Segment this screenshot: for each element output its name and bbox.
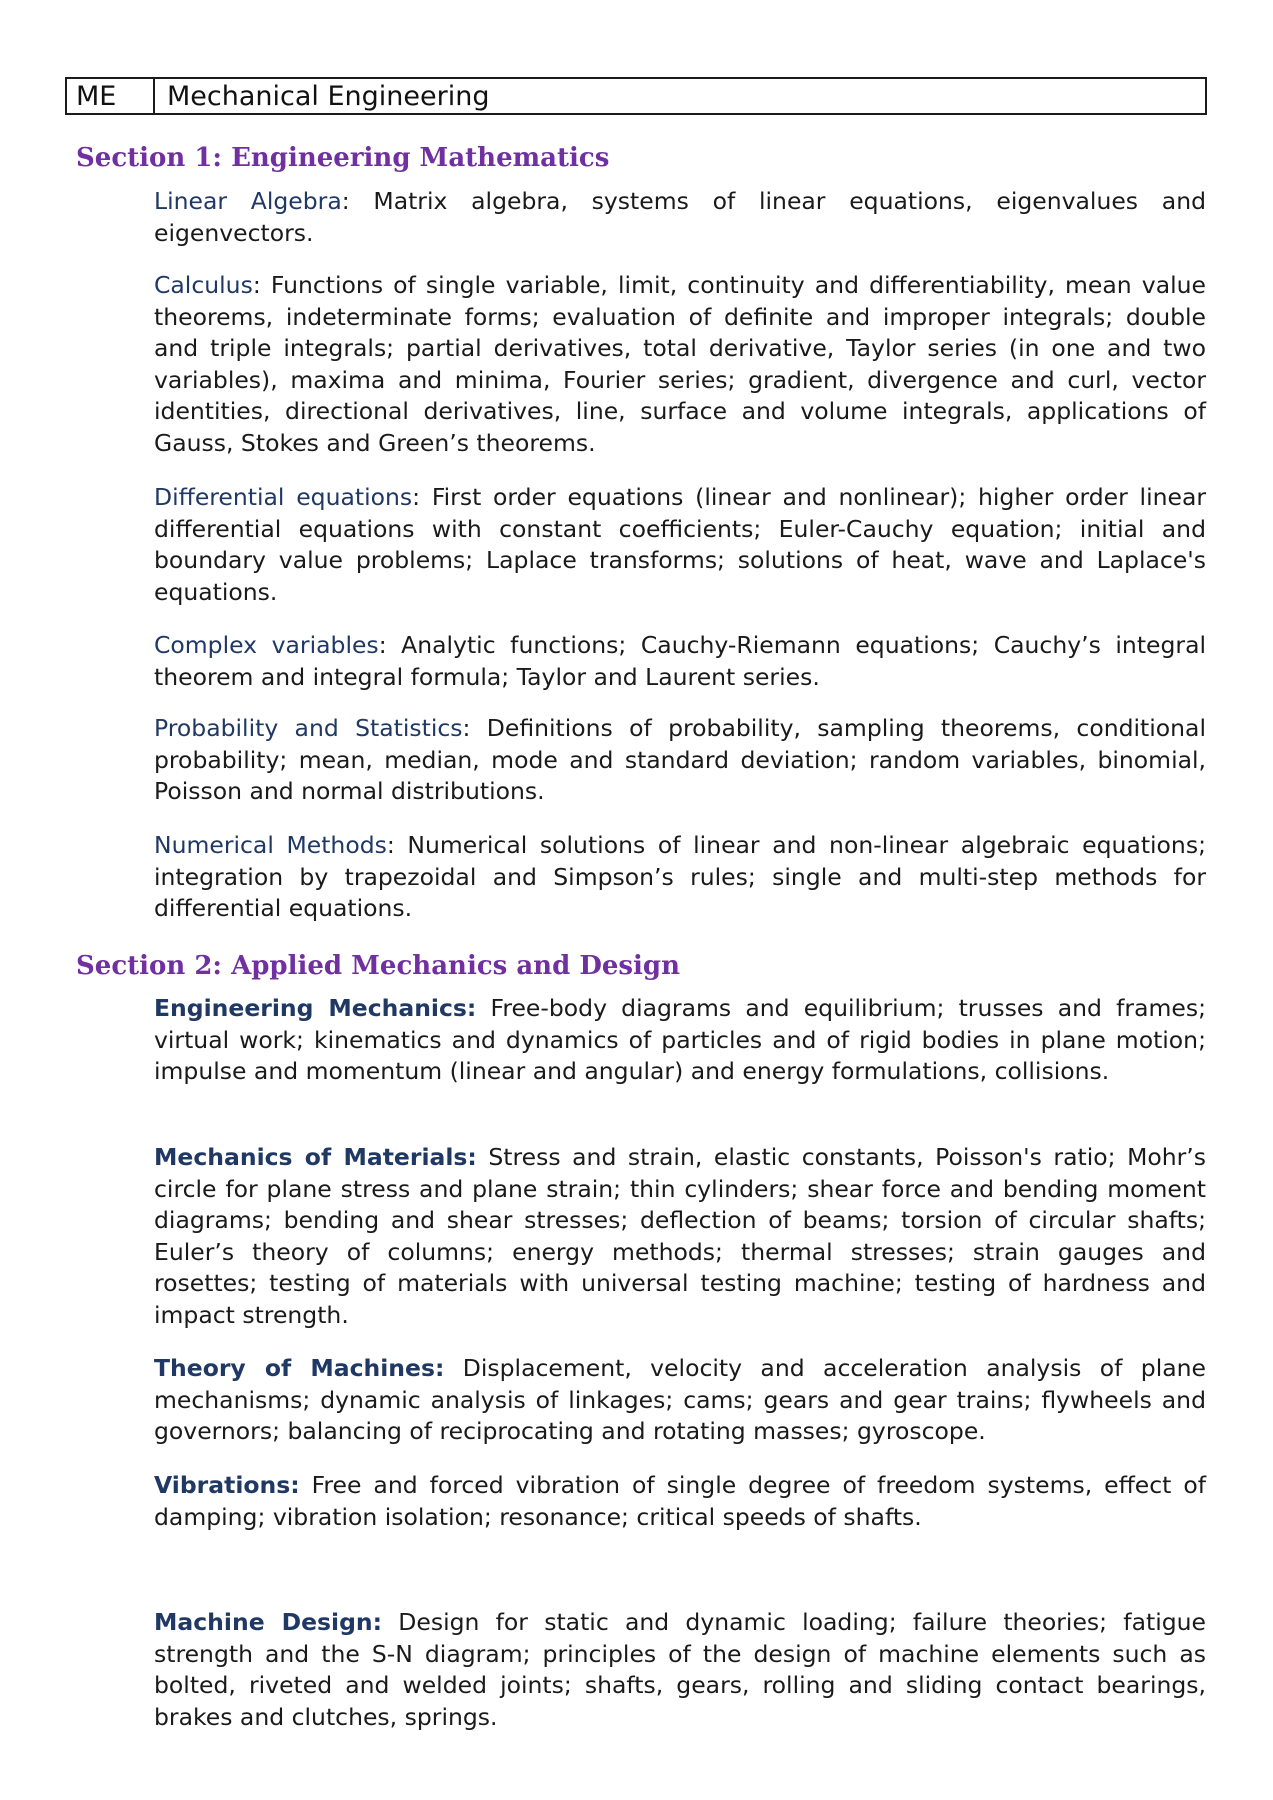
topic-description: Analytic functions; Cauchy-Riemann equations; Cauchy’s integral theorem and integral formula; Taylor and Laurent series. xyxy=(154,631,1207,691)
topic-calculus xyxy=(154,270,1206,460)
topic-name: Theory of Machines: xyxy=(154,1354,445,1382)
topic-description: Definitions of probability, sampling theorems, conditional probability; mean, median, mode and standard deviation; random variables, binomial, Poisson and normal distributions. xyxy=(154,714,1206,806)
topic-separator xyxy=(444,1354,462,1382)
topic-separator xyxy=(476,994,490,1022)
topic-separator xyxy=(477,1143,489,1171)
topic-separator xyxy=(382,1608,398,1636)
topic-name: Mechanics of Materials: xyxy=(154,1143,477,1171)
paper-name: Mechanical Engineering xyxy=(167,81,490,112)
topic-description: Free and forced vibration of single degree of freedom systems, effect of damping; vibration isolation; resonance; critical speeds of shafts. xyxy=(154,1471,1206,1531)
paper-code: ME xyxy=(67,79,155,113)
topic-theory-of-machines xyxy=(154,1353,1206,1448)
topic-description: Numerical solutions of linear and non-linear algebraic equations; integration by trapezoidal and Simpson’s rules; single and multi-step methods for differential equations. xyxy=(154,831,1206,923)
topic-description: Free-body diagrams and equilibrium; trusses and frames; virtual work; kinematics and dynamics of particles and of rigid bodies in plane motion; impulse and momentum (linear and angular) and energy formulations, collisions. xyxy=(154,994,1206,1086)
topic-description: Displacement, velocity and acceleration analysis of plane mechanisms; dynamic analysis of linkages; cams; gears and gear trains; flywheels and governors; balancing of reciprocating and rotating masses; gyroscope. xyxy=(154,1354,1206,1446)
topic-name: Probability and Statistics xyxy=(154,714,463,742)
topic-separator xyxy=(300,1471,312,1499)
topic-mechanics-of-materials xyxy=(154,1142,1206,1332)
topic-machine-design xyxy=(154,1607,1206,1733)
topic-description: First order equations (linear and nonlinear); higher order linear differential equations with constant coefficients; Euler-Cauchy equation; initial and boundary value problems; Laplace transforms; solutions of heat, wave and Laplace's equations. xyxy=(154,483,1207,606)
topic-name: Vibrations: xyxy=(154,1471,300,1499)
topic-separator: : xyxy=(386,831,408,859)
topic-description: Design for static and dynamic loading; failure theories; fatigue strength and the S-N diagram; principles of the design of machine elements such as bolted, riveted and welded joints; shafts, gears, rolling and sliding contact bearings, brakes and clutches, springs. xyxy=(154,1608,1206,1731)
topic-linear-algebra xyxy=(154,186,1206,249)
topic-name: Engineering Mechanics: xyxy=(154,994,477,1022)
topic-vibrations xyxy=(154,1470,1206,1533)
topic-name: Linear Algebra xyxy=(154,187,342,215)
topic-numerical-methods xyxy=(154,830,1206,925)
section-1-heading: Section 1: Engineering Mathematics xyxy=(76,143,610,173)
topic-engineering-mechanics xyxy=(154,993,1206,1088)
topic-differential-equations xyxy=(154,482,1206,608)
topic-name: Machine Design: xyxy=(154,1608,383,1636)
topic-description: Stress and strain, elastic constants, Poisson's ratio; Mohr’s circle for plane stress and plane strain; thin cylinders; shear force and bending moment diagrams; bending and shear stresses; deflection of beams; torsion of circular shafts; Euler’s theory of columns; energy methods; thermal stresses; strain gauges and rosettes; testing of materials with universal testing machine; testing of hardness and impact strength. xyxy=(154,1143,1206,1329)
section-2-heading: Section 2: Applied Mechanics and Design xyxy=(76,951,681,981)
topic-separator: : xyxy=(412,483,432,511)
topic-name: Differential equations xyxy=(154,483,413,511)
topic-separator: : xyxy=(378,631,402,659)
topic-name: Complex variables xyxy=(154,631,379,659)
topic-separator: : xyxy=(252,271,271,299)
topic-separator: : xyxy=(341,187,374,215)
topic-name: Calculus xyxy=(154,271,253,299)
topic-complex-variables xyxy=(154,630,1206,693)
topic-description: Functions of single variable, limit, continuity and differentiability, mean value theorems, indeterminate forms; evaluation of definite and improper integrals; double and triple integrals; partial derivatives, total derivative, Taylor series (in one and two variables), maxima and minima, Fourier series; gradient, divergence and curl, vector identities, directional derivatives, line, surface and volume integrals, applications of Gauss, Stokes and Green’s theorems. xyxy=(154,271,1206,457)
topic-name: Numerical Methods xyxy=(154,831,387,859)
topic-separator: : xyxy=(462,714,487,742)
paper-header-table xyxy=(65,77,1207,115)
topic-description: Matrix algebra, systems of linear equations, eigenvalues and eigenvectors. xyxy=(154,187,1207,247)
topic-probability-statistics xyxy=(154,713,1206,808)
